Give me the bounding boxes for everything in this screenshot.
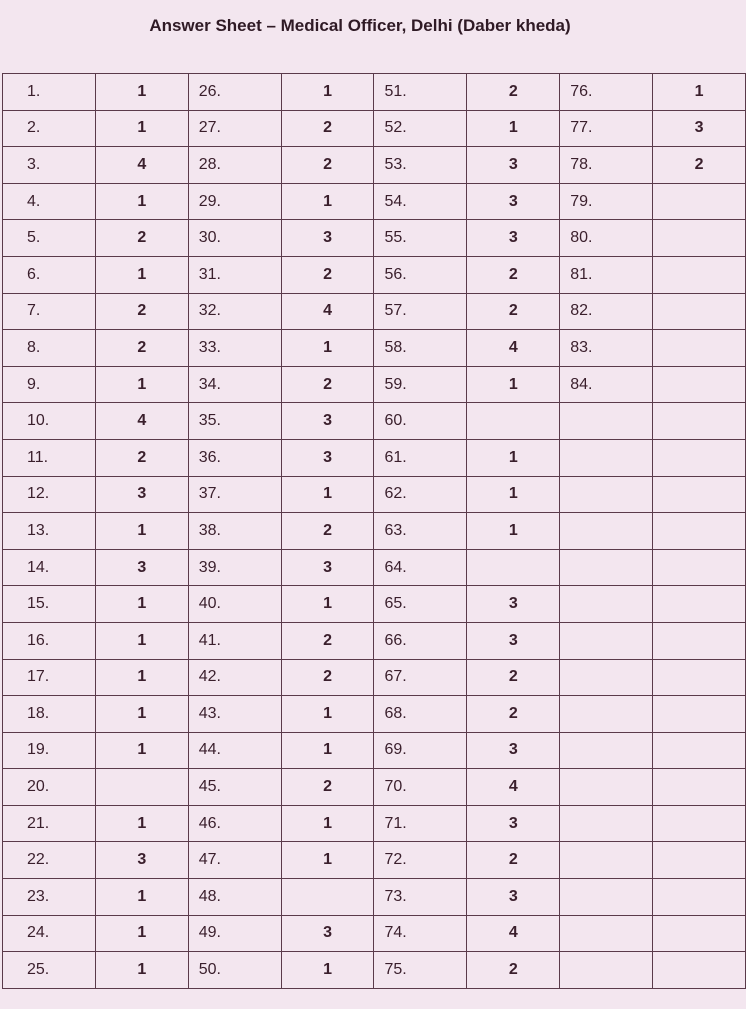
answer-value: 1 [95, 256, 188, 293]
question-number: 16. [3, 622, 96, 659]
question-number: 40. [188, 586, 281, 623]
question-number: 81. [560, 256, 653, 293]
question-number: 29. [188, 183, 281, 220]
answer-value: 1 [95, 110, 188, 147]
answer-value: 1 [281, 183, 374, 220]
question-number: 70. [374, 769, 467, 806]
answer-value [653, 659, 746, 696]
answer-value: 3 [467, 147, 560, 184]
answer-value [653, 183, 746, 220]
question-number: 58. [374, 330, 467, 367]
question-number: 57. [374, 293, 467, 330]
table-row [3, 513, 746, 550]
answer-value: 2 [95, 330, 188, 367]
question-number [560, 769, 653, 806]
question-number: 78. [560, 147, 653, 184]
answer-value: 3 [281, 220, 374, 257]
answer-value: 1 [467, 476, 560, 513]
question-number: 75. [374, 952, 467, 989]
answer-value [653, 696, 746, 733]
answer-value: 2 [467, 293, 560, 330]
question-number [560, 952, 653, 989]
table-row [3, 256, 746, 293]
question-number: 11. [3, 439, 96, 476]
answer-value [653, 476, 746, 513]
table-row [3, 366, 746, 403]
answer-table [2, 73, 746, 989]
answer-value [653, 513, 746, 550]
answer-value: 3 [467, 879, 560, 916]
answer-value: 2 [281, 513, 374, 550]
question-number [560, 586, 653, 623]
answer-value: 3 [653, 110, 746, 147]
answer-value [281, 879, 374, 916]
answer-value [653, 805, 746, 842]
question-number: 31. [188, 256, 281, 293]
answer-value: 4 [467, 915, 560, 952]
question-number [560, 476, 653, 513]
answer-value: 1 [95, 366, 188, 403]
question-number: 13. [3, 513, 96, 550]
answer-value: 1 [281, 586, 374, 623]
question-number: 2. [3, 110, 96, 147]
question-number: 53. [374, 147, 467, 184]
question-number: 67. [374, 659, 467, 696]
table-row [3, 952, 746, 989]
answer-value: 2 [653, 147, 746, 184]
answer-value: 1 [281, 805, 374, 842]
answer-value: 2 [281, 110, 374, 147]
answer-value: 3 [281, 549, 374, 586]
answer-value: 4 [95, 147, 188, 184]
question-number: 51. [374, 74, 467, 111]
question-number [560, 549, 653, 586]
question-number: 39. [188, 549, 281, 586]
answer-value [653, 879, 746, 916]
answer-value [653, 366, 746, 403]
answer-value [653, 769, 746, 806]
question-number: 69. [374, 732, 467, 769]
table-row [3, 915, 746, 952]
answer-value: 1 [281, 476, 374, 513]
table-row [3, 293, 746, 330]
answer-value: 2 [95, 293, 188, 330]
answer-value: 2 [281, 256, 374, 293]
question-number: 14. [3, 549, 96, 586]
table-row [3, 769, 746, 806]
question-number: 60. [374, 403, 467, 440]
answer-value: 4 [467, 330, 560, 367]
answer-value [653, 256, 746, 293]
answer-value: 4 [281, 293, 374, 330]
answer-value: 3 [467, 805, 560, 842]
answer-value: 2 [467, 952, 560, 989]
question-number: 28. [188, 147, 281, 184]
question-number: 3. [3, 147, 96, 184]
answer-value: 1 [95, 952, 188, 989]
question-number [560, 696, 653, 733]
answer-value [653, 220, 746, 257]
answer-value [467, 403, 560, 440]
answer-value [653, 732, 746, 769]
answer-value: 1 [95, 696, 188, 733]
answer-value: 2 [467, 696, 560, 733]
question-number: 84. [560, 366, 653, 403]
answer-value: 1 [281, 732, 374, 769]
question-number: 35. [188, 403, 281, 440]
question-number: 73. [374, 879, 467, 916]
table-row [3, 805, 746, 842]
question-number: 43. [188, 696, 281, 733]
answer-value: 1 [281, 842, 374, 879]
question-number: 55. [374, 220, 467, 257]
answer-value: 1 [95, 74, 188, 111]
question-number [560, 805, 653, 842]
question-number [560, 439, 653, 476]
question-number: 34. [188, 366, 281, 403]
question-number: 1. [3, 74, 96, 111]
table-row [3, 183, 746, 220]
answer-value: 2 [281, 769, 374, 806]
question-number [560, 879, 653, 916]
question-number: 22. [3, 842, 96, 879]
question-number: 45. [188, 769, 281, 806]
answer-value: 4 [467, 769, 560, 806]
question-number: 66. [374, 622, 467, 659]
question-number [560, 915, 653, 952]
question-number: 65. [374, 586, 467, 623]
answer-value: 1 [95, 513, 188, 550]
question-number [560, 622, 653, 659]
table-row [3, 74, 746, 111]
answer-value: 3 [95, 549, 188, 586]
table-row [3, 586, 746, 623]
question-number: 24. [3, 915, 96, 952]
question-number: 49. [188, 915, 281, 952]
question-number: 83. [560, 330, 653, 367]
table-row [3, 696, 746, 733]
question-number: 17. [3, 659, 96, 696]
answer-value: 2 [95, 220, 188, 257]
question-number: 77. [560, 110, 653, 147]
question-number: 38. [188, 513, 281, 550]
question-number: 8. [3, 330, 96, 367]
question-number: 42. [188, 659, 281, 696]
table-row [3, 439, 746, 476]
answer-value [653, 549, 746, 586]
answer-value: 1 [281, 74, 374, 111]
question-number: 59. [374, 366, 467, 403]
question-number: 62. [374, 476, 467, 513]
answer-value: 2 [95, 439, 188, 476]
answer-value [653, 403, 746, 440]
answer-value: 3 [467, 183, 560, 220]
question-number: 9. [3, 366, 96, 403]
question-number: 44. [188, 732, 281, 769]
question-number: 10. [3, 403, 96, 440]
answer-value [653, 293, 746, 330]
answer-value: 1 [281, 952, 374, 989]
answer-value: 1 [95, 915, 188, 952]
question-number: 7. [3, 293, 96, 330]
table-row [3, 476, 746, 513]
answer-value: 1 [467, 439, 560, 476]
question-number: 50. [188, 952, 281, 989]
answer-value: 3 [281, 915, 374, 952]
answer-value: 2 [467, 74, 560, 111]
question-number: 80. [560, 220, 653, 257]
table-row [3, 403, 746, 440]
answer-value: 1 [467, 366, 560, 403]
question-number: 52. [374, 110, 467, 147]
answer-value: 2 [281, 147, 374, 184]
question-number: 47. [188, 842, 281, 879]
question-number: 23. [3, 879, 96, 916]
answer-value: 1 [95, 586, 188, 623]
answer-value: 1 [281, 330, 374, 367]
question-number: 33. [188, 330, 281, 367]
answer-value [653, 915, 746, 952]
answer-value: 3 [281, 403, 374, 440]
answer-value: 2 [281, 622, 374, 659]
answer-value [653, 439, 746, 476]
answer-value [653, 952, 746, 989]
question-number: 36. [188, 439, 281, 476]
answer-value [653, 586, 746, 623]
answer-value: 3 [281, 439, 374, 476]
question-number: 41. [188, 622, 281, 659]
question-number [560, 732, 653, 769]
question-number: 6. [3, 256, 96, 293]
answer-value: 1 [653, 74, 746, 111]
answer-value: 2 [467, 842, 560, 879]
answer-value: 1 [95, 879, 188, 916]
question-number: 32. [188, 293, 281, 330]
answer-value: 2 [281, 366, 374, 403]
page-title: Answer Sheet – Medical Officer, Delhi (Daber kheda) [149, 16, 571, 35]
answer-value: 3 [95, 476, 188, 513]
question-number: 30. [188, 220, 281, 257]
table-row [3, 147, 746, 184]
table-row [3, 330, 746, 367]
question-number: 61. [374, 439, 467, 476]
question-number [560, 659, 653, 696]
table-row [3, 549, 746, 586]
question-number: 56. [374, 256, 467, 293]
question-number: 19. [3, 732, 96, 769]
question-number: 5. [3, 220, 96, 257]
answer-value: 3 [467, 732, 560, 769]
question-number: 82. [560, 293, 653, 330]
question-number: 21. [3, 805, 96, 842]
question-number: 74. [374, 915, 467, 952]
answer-value: 1 [95, 805, 188, 842]
question-number: 71. [374, 805, 467, 842]
table-row [3, 879, 746, 916]
question-number: 37. [188, 476, 281, 513]
table-row [3, 110, 746, 147]
answer-value: 3 [467, 622, 560, 659]
answer-value: 4 [95, 403, 188, 440]
question-number: 68. [374, 696, 467, 733]
answer-value: 2 [467, 659, 560, 696]
answer-value: 1 [95, 183, 188, 220]
answer-value: 3 [467, 586, 560, 623]
answer-value [95, 769, 188, 806]
question-number [560, 403, 653, 440]
question-number: 4. [3, 183, 96, 220]
table-row [3, 732, 746, 769]
answer-value: 1 [95, 659, 188, 696]
answer-value: 1 [95, 732, 188, 769]
answer-value: 2 [281, 659, 374, 696]
question-number: 72. [374, 842, 467, 879]
question-number [560, 842, 653, 879]
answer-value: 3 [95, 842, 188, 879]
question-number: 54. [374, 183, 467, 220]
answer-value [653, 842, 746, 879]
answer-value [653, 330, 746, 367]
answer-value: 1 [467, 110, 560, 147]
question-number: 64. [374, 549, 467, 586]
answer-value: 1 [467, 513, 560, 550]
answer-value: 1 [281, 696, 374, 733]
answer-value [653, 622, 746, 659]
answer-value: 1 [95, 622, 188, 659]
question-number: 20. [3, 769, 96, 806]
answer-value [467, 549, 560, 586]
table-row [3, 220, 746, 257]
question-number: 48. [188, 879, 281, 916]
question-number: 76. [560, 74, 653, 111]
table-row [3, 659, 746, 696]
question-number: 46. [188, 805, 281, 842]
answer-value: 2 [467, 256, 560, 293]
question-number: 79. [560, 183, 653, 220]
question-number: 15. [3, 586, 96, 623]
question-number: 12. [3, 476, 96, 513]
question-number [560, 513, 653, 550]
answer-value: 3 [467, 220, 560, 257]
question-number: 63. [374, 513, 467, 550]
table-row [3, 622, 746, 659]
question-number: 18. [3, 696, 96, 733]
question-number: 26. [188, 74, 281, 111]
table-row [3, 842, 746, 879]
question-number: 27. [188, 110, 281, 147]
question-number: 25. [3, 952, 96, 989]
